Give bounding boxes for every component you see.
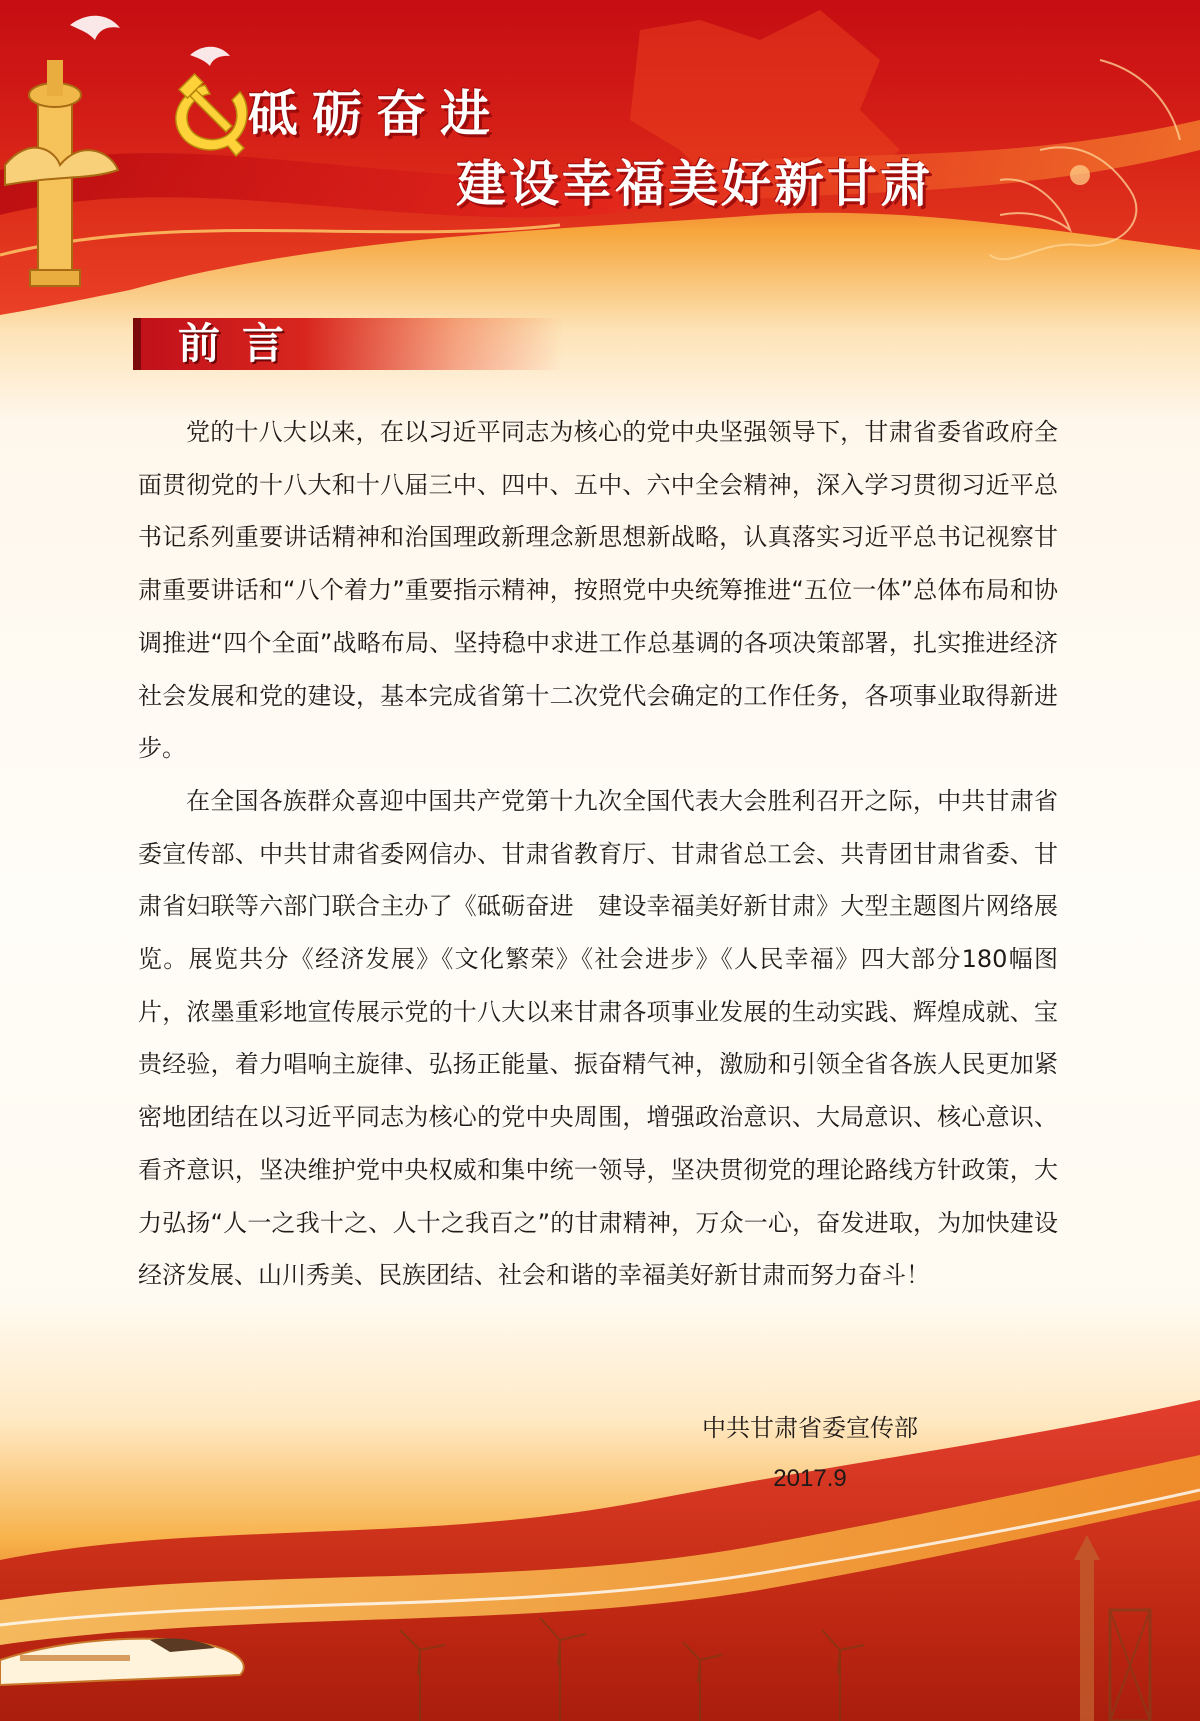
header-title-line2: 建设幸福美好新甘肃: [456, 154, 933, 213]
header-title-line1: 砥砺奋进: [248, 84, 504, 143]
preface-body: [138, 406, 1058, 1302]
preface-paragraph-1: 党的十八大以来，在以习近平同志为核心的党中央坚强领导下，甘肃省委省政府全面贯彻党的十八大和十八届三中、四中、五中、六中全会精神，深入学习贯彻习近平总书记系列重要讲话精神和治国理政新理念新思想新战略，认真落实习近平总书记视察甘肃重要讲话和“八个着力”重要指示精神，按照党中央统筹推进“五位一体”总体布局和协调推进“四个全面”战略布局、坚持稳中求进工作总基调的各项决策部署，扎实推进经济社会发展和党的建设，基本完成省第十二次党代会确定的工作任务，各项事业取得新进步。: [138, 418, 1058, 763]
section-heading-bar: [133, 318, 563, 370]
signature-block: [620, 1408, 1000, 1493]
section-heading-stripe: [133, 318, 141, 370]
signature-org: 中共甘肃省委宣传部: [702, 1414, 918, 1442]
preface-paragraph-2: 在全国各族群众喜迎中国共产党第十九次全国代表大会胜利召开之际，中共甘肃省委宣传部、中共甘肃省委网信办、甘肃省教育厅、甘肃省总工会、共青团甘肃省委、甘肃省妇联等六部门联合主办了《砥砺奋进 建设幸福美好新甘肃》大型主题图片网络展览。展览共分《经济发展》《文化繁荣》《社会进步》《人民幸福》四大部分180幅图片，浓墨重彩地宣传展示党的十八大以来甘肃各项事业发展的生动实践、辉煌成就、宝贵经验，着力唱响主旋律、弘扬正能量、振奋精气神，激励和引领全省各族人民更加紧密地团结在以习近平同志为核心的党中央周围，增强政治意识、大局意识、核心意识、看齐意识，坚决维护党中央权威和集中统一领导，坚决贯彻党的理论路线方针政策，大力弘扬“人一之我十之、人十之我百之”的甘肃精神，万众一心，奋发进取，为加快建设经济发展、山川秀美、民族团结、社会和谐的幸福美好新甘肃而努力奋斗！: [138, 786, 1058, 1290]
signature-date: 2017.9: [773, 1465, 847, 1492]
section-title: 前言: [178, 319, 307, 368]
